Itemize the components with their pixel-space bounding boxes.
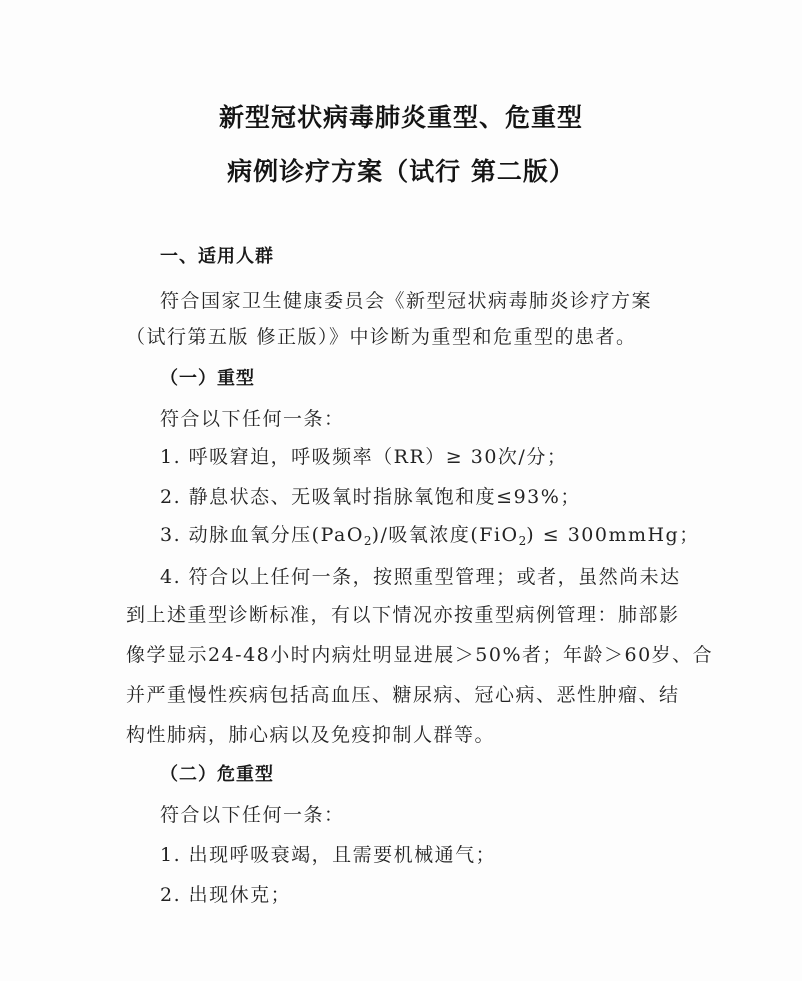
paragraph-line: （试行第五版 修正版）》中诊断为重型和危重型的患者。	[126, 326, 637, 348]
criteria-item	[160, 520, 700, 548]
criteria-item-text: )/吸氧浓度(FiO	[371, 524, 519, 546]
criteria-item-text: 3. 动脉血氧分压(PaO	[160, 524, 364, 546]
paragraph-line: 到上述重型诊断标准，有以下情况亦按重型病例管理：肺部影	[126, 604, 680, 626]
paragraph-line: 构性肺病，肺心病以及免疫抑制人群等。	[126, 724, 496, 746]
criteria-item: 2. 静息状态、无吸氧时指脉氧饱和度≤93%；	[160, 486, 581, 508]
criteria-item: 1. 呼吸窘迫，呼吸频率（RR）≥ 30次/分；	[160, 446, 568, 468]
subsection-heading-critical: （二）危重型	[160, 764, 274, 785]
subscript: 2	[518, 534, 527, 548]
paragraph-line: 并严重慢性疾病包括高血压、糖尿病、冠心病、恶性肿瘤、结	[126, 684, 680, 706]
paragraph-line: 4. 符合以上任何一条，按照重型管理；或者，虽然尚未达	[160, 566, 681, 588]
subsection-heading-severe: （一）重型	[160, 368, 255, 389]
criteria-item: 2. 出现休克；	[160, 884, 292, 906]
criteria-intro: 符合以下任何一条：	[160, 408, 345, 430]
document-title-line-1: 新型冠状病毒肺炎重型、危重型	[218, 103, 583, 132]
criteria-item-text: ) ≤ 300mmHg；	[526, 524, 700, 546]
paragraph-line: 像学显示24-48小时内病灶明显进展＞50%者；年龄＞60岁、合	[126, 644, 714, 666]
subscript: 2	[363, 534, 372, 548]
section-heading-applicable-population: 一、适用人群	[160, 246, 274, 267]
paragraph-line: 符合国家卫生健康委员会《新型冠状病毒肺炎诊疗方案	[160, 290, 653, 312]
criteria-item: 1. 出现呼吸衰竭，且需要机械通气；	[160, 844, 497, 866]
criteria-intro: 符合以下任何一条：	[160, 804, 345, 826]
document-title-line-2: 病例诊疗方案（试行 第二版）	[227, 157, 575, 186]
